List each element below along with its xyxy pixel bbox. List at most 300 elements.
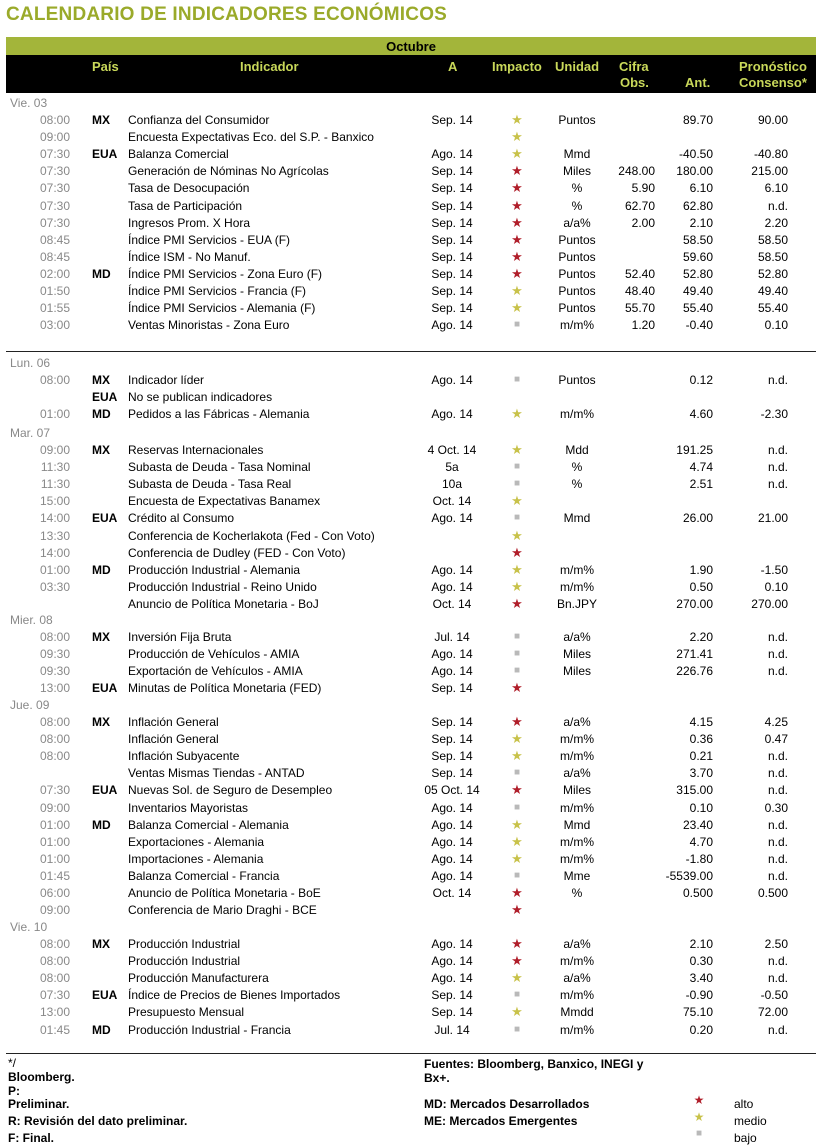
impact-square-icon: ■ <box>513 801 521 813</box>
impact-star-icon: ★ <box>511 561 523 577</box>
previous-cell: 0.50 <box>689 579 713 594</box>
day-label: Mier. 08 <box>10 613 53 627</box>
unit-cell: Puntos <box>558 266 596 281</box>
previous-cell: 0.10 <box>689 800 713 815</box>
impact-star-icon: ★ <box>511 283 523 298</box>
impact-square-icon: ■ <box>513 767 521 779</box>
impact-star-icon: ★ <box>511 833 523 849</box>
indicator-cell: Producción Industrial - Alemania <box>128 562 301 577</box>
footnote-p: P: <box>8 1084 20 1098</box>
indicator-cell: Subasta de Deuda - Tasa Nominal <box>128 460 311 475</box>
time-cell: 11:30 <box>40 477 70 492</box>
impact-square-icon: ■ <box>513 512 521 524</box>
period-cell: Sep. 14 <box>431 681 473 696</box>
day-label: Vie. 03 <box>10 96 48 110</box>
impact-square-icon: ■ <box>513 648 521 660</box>
indicator-cell: Nuevas Sol. de Seguro de Desempleo <box>128 783 333 798</box>
unit-cell: m/m% <box>560 562 594 577</box>
unit-cell: m/m% <box>560 1022 594 1037</box>
country-cell: MX <box>92 715 110 729</box>
unit-cell: m/m% <box>560 318 594 333</box>
impact-star-icon: ★ <box>511 214 523 230</box>
legend-bajo-square-icon: ■ <box>695 1128 703 1139</box>
unit-cell: Mdd <box>565 443 589 457</box>
forecast-cell: n.d. <box>767 373 788 387</box>
forecast-cell: n.d. <box>767 630 788 644</box>
forecast-cell: 0.30 <box>764 800 788 815</box>
indicator-cell: Exportación de Vehículos - AMIA <box>128 664 303 679</box>
period-cell: Sep. 14 <box>431 766 473 781</box>
impact-star-icon: ★ <box>511 970 523 986</box>
unit-cell: m/m% <box>560 834 594 849</box>
day-label: Mar. 07 <box>10 426 51 440</box>
indicator-cell: Encuesta Expectativas Eco. del S.P. - Banxico <box>128 130 374 145</box>
header-ant: Ant. <box>685 75 711 90</box>
indicator-cell: No se publican indicadores <box>128 390 273 405</box>
footnote-preliminar: Preliminar. <box>8 1097 70 1111</box>
forecast-cell: 55.40 <box>757 301 788 316</box>
forecast-cell: n.d. <box>767 460 788 475</box>
period-cell: Sep. 14 <box>431 732 473 747</box>
previous-cell: -0.40 <box>685 318 713 333</box>
period-cell: Sep. 14 <box>431 266 473 281</box>
forecast-cell: n.d. <box>767 817 788 832</box>
period-cell: Sep. 14 <box>431 1005 473 1020</box>
impact-star-icon: ★ <box>511 197 523 213</box>
country-cell: MD <box>92 817 111 832</box>
period-cell: Jul. 14 <box>434 630 470 644</box>
header-impacto: Impacto <box>492 59 542 74</box>
footnote-bloomberg: Bloomberg. <box>8 1070 75 1084</box>
indicator-cell: Producción Industrial - Francia <box>128 1022 291 1037</box>
country-cell: MD <box>92 266 111 281</box>
observed-cell: 1.20 <box>631 318 655 333</box>
time-cell: 08:00 <box>39 732 70 747</box>
observed-cell: 248.00 <box>618 164 655 179</box>
previous-cell: 3.70 <box>689 766 713 781</box>
period-cell: Sep. 14 <box>431 113 473 127</box>
previous-cell: 4.74 <box>689 460 713 475</box>
time-cell: 07:30 <box>39 198 70 213</box>
forecast-cell: 270.00 <box>751 596 788 611</box>
unit-cell: Miles <box>562 783 591 798</box>
indicator-cell: Conferencia de Mario Draghi - BCE <box>128 903 317 918</box>
period-cell: Sep. 14 <box>431 988 473 1003</box>
impact-star-icon: ★ <box>511 493 523 509</box>
forecast-cell: n.d. <box>767 664 788 679</box>
time-cell: 08:00 <box>39 715 70 729</box>
period-cell: Sep. 14 <box>431 284 473 298</box>
unit-cell: m/m% <box>560 954 594 969</box>
indicator-cell: Inversión Fija Bruta <box>128 630 232 644</box>
unit-cell: Miles <box>562 164 591 179</box>
country-cell: EUA <box>92 783 118 798</box>
previous-cell: -0.90 <box>685 988 713 1003</box>
forecast-cell: 58.50 <box>757 232 788 247</box>
country-cell: MD <box>92 562 111 577</box>
legend-alto-star-icon: ★ <box>693 1093 705 1107</box>
period-cell: Ago. 14 <box>431 937 473 951</box>
footnote-revision: R: Revisión del dato preliminar. <box>8 1114 188 1128</box>
unit-cell: m/m% <box>560 579 594 594</box>
forecast-cell: n.d. <box>767 868 788 883</box>
previous-cell: 55.40 <box>682 301 713 316</box>
period-cell: Ago. 14 <box>431 834 473 849</box>
indicator-cell: Inflación Subyacente <box>128 749 240 764</box>
time-cell: 09:30 <box>39 647 70 662</box>
unit-cell: Puntos <box>558 301 596 316</box>
country-cell: MX <box>92 443 110 457</box>
unit-cell: Miles <box>562 647 591 662</box>
previous-cell: 0.21 <box>689 749 713 764</box>
impact-star-icon: ★ <box>511 748 523 764</box>
time-cell: 08:45 <box>39 249 70 264</box>
sources-line1: Fuentes: Bloomberg, Banxico, INEGI y <box>424 1057 644 1071</box>
indicator-cell: Reservas Internacionales <box>128 443 264 457</box>
footer-divider <box>6 1053 816 1054</box>
indicator-cell: Balanza Comercial <box>128 147 229 162</box>
period-cell: Ago. 14 <box>431 954 473 969</box>
indicator-cell: Ventas Mismas Tiendas - ANTAD <box>128 766 305 781</box>
time-cell: 01:45 <box>39 1022 70 1037</box>
indicator-cell: Conferencia de Kocherlakota (Fed - Con Voto) <box>128 528 375 543</box>
unit-cell: Mmd <box>563 147 591 162</box>
impact-star-icon: ★ <box>511 112 523 127</box>
country-cell: MD <box>92 407 111 422</box>
section-divider <box>6 351 816 352</box>
impact-square-icon: ■ <box>513 869 521 881</box>
time-cell: 07:30 <box>39 147 70 162</box>
unit-cell: a/a% <box>563 715 591 729</box>
indicator-cell: Producción Industrial <box>128 954 241 969</box>
indicator-cell: Producción Industrial <box>128 937 241 951</box>
time-cell: 11:30 <box>40 460 70 475</box>
time-cell: 08:00 <box>39 749 70 764</box>
observed-cell: 55.70 <box>624 301 655 316</box>
impact-star-icon: ★ <box>511 544 523 560</box>
period-cell: Ago. 14 <box>431 800 473 815</box>
legend-bajo-label: bajo <box>734 1131 757 1145</box>
indicator-cell: Ventas Minoristas - Zona Euro <box>128 318 290 333</box>
sources-line2: Bx+. <box>424 1071 450 1085</box>
period-cell: Ago. 14 <box>431 373 473 387</box>
observed-cell: 52.40 <box>624 266 655 281</box>
forecast-cell: n.d. <box>767 647 788 662</box>
time-cell: 13:30 <box>39 528 70 543</box>
period-cell: Ago. 14 <box>431 511 473 526</box>
unit-cell: % <box>571 460 583 475</box>
country-cell: MX <box>92 113 110 127</box>
forecast-cell: 0.10 <box>764 579 788 594</box>
indicator-cell: Encuesta de Expectativas Banamex <box>128 494 321 509</box>
impact-square-icon: ■ <box>513 461 521 473</box>
impact-star-icon: ★ <box>511 850 523 866</box>
time-cell: 06:00 <box>39 886 70 900</box>
impact-star-icon: ★ <box>511 731 523 747</box>
forecast-cell: 72.00 <box>757 1005 788 1020</box>
previous-cell: 62.80 <box>682 198 713 213</box>
period-cell: Sep. 14 <box>431 164 473 179</box>
indicator-cell: Indicador líder <box>128 373 205 387</box>
previous-cell: 2.20 <box>689 630 713 644</box>
unit-cell: m/m% <box>560 800 594 815</box>
forecast-cell: 2.20 <box>764 215 788 230</box>
previous-cell: 4.15 <box>689 715 713 729</box>
time-cell: 07:30 <box>39 181 70 196</box>
observed-cell: 2.00 <box>631 215 655 230</box>
country-cell: EUA <box>92 390 118 405</box>
impact-square-icon: ■ <box>513 478 521 490</box>
forecast-cell: -2.30 <box>760 407 788 422</box>
time-cell: 09:00 <box>39 800 70 815</box>
page-title: CALENDARIO DE INDICADORES ECONÓMICOS <box>6 4 448 25</box>
previous-cell: -40.50 <box>678 147 713 162</box>
impact-star-icon: ★ <box>511 146 523 162</box>
indicator-cell: Inventarios Mayoristas <box>128 800 249 815</box>
indicator-cell: Índice PMI Servicios - Zona Euro (F) <box>128 266 323 281</box>
previous-cell: 0.30 <box>689 954 713 969</box>
time-cell: 09:30 <box>39 664 70 679</box>
unit-cell: m/m% <box>560 988 594 1003</box>
unit-cell: Puntos <box>558 249 596 264</box>
previous-cell: 52.80 <box>682 266 713 281</box>
period-cell: Sep. 14 <box>431 715 473 729</box>
period-cell: Jul. 14 <box>434 1022 470 1037</box>
period-cell: Oct. 14 <box>432 886 472 900</box>
previous-cell: 180.00 <box>676 164 713 179</box>
forecast-cell: 58.50 <box>757 249 788 264</box>
period-cell: Ago. 14 <box>431 817 473 832</box>
forecast-cell: n.d. <box>767 766 788 781</box>
impact-star-icon: ★ <box>511 816 523 832</box>
indicator-cell: Subasta de Deuda - Tasa Real <box>128 477 292 492</box>
indicator-cell: Ingresos Prom. X Hora <box>128 215 251 230</box>
previous-cell: 2.10 <box>689 937 713 951</box>
forecast-cell: n.d. <box>767 443 788 457</box>
period-cell: 05 Oct. 14 <box>424 783 480 798</box>
period-cell: Sep. 14 <box>431 181 473 196</box>
impact-star-icon: ★ <box>511 163 523 179</box>
unit-cell: Mmdd <box>560 1005 594 1020</box>
indicator-cell: Índice ISM - No Manuf. <box>128 249 251 264</box>
indicator-cell: Tasa de Participación <box>128 198 243 213</box>
country-cell: EUA <box>92 681 118 696</box>
impact-star-icon: ★ <box>511 265 523 281</box>
forecast-cell: n.d. <box>767 783 788 798</box>
impact-star-icon: ★ <box>511 936 523 951</box>
time-cell: 09:00 <box>39 443 70 457</box>
time-cell: 07:30 <box>39 988 70 1003</box>
header-consenso: Consenso* <box>739 75 807 90</box>
footnote-final: F: Final. <box>8 1131 54 1145</box>
forecast-cell: 21.00 <box>757 511 788 526</box>
time-cell: 08:00 <box>39 373 70 387</box>
forecast-cell: n.d. <box>767 749 788 764</box>
observed-cell: 48.40 <box>624 284 655 298</box>
previous-cell: 75.10 <box>682 1005 713 1020</box>
unit-cell: a/a% <box>563 215 591 230</box>
forecast-cell: -40.80 <box>753 147 788 162</box>
forecast-cell: -0.50 <box>760 988 788 1003</box>
period-cell: Ago. 14 <box>431 664 473 679</box>
impact-star-icon: ★ <box>511 442 523 457</box>
day-label: Jue. 09 <box>10 698 50 712</box>
time-cell: 01:55 <box>39 301 70 316</box>
previous-cell: -5539.00 <box>665 868 713 883</box>
legend-alto-label: alto <box>734 1097 754 1111</box>
time-cell: 02:00 <box>39 266 70 281</box>
country-cell: MX <box>92 937 110 951</box>
indicator-cell: Confianza del Consumidor <box>128 113 270 127</box>
forecast-cell: 52.80 <box>757 266 788 281</box>
impact-square-icon: ■ <box>513 319 521 331</box>
indicator-cell: Índice de Precios de Bienes Importados <box>128 988 341 1003</box>
impact-star-icon: ★ <box>511 902 523 918</box>
period-cell: Sep. 14 <box>431 232 473 247</box>
unit-cell: % <box>571 181 583 196</box>
period-cell: Ago. 14 <box>431 407 473 422</box>
impact-star-icon: ★ <box>511 680 523 696</box>
indicator-cell: Anuncio de Política Monetaria - BoE <box>128 886 321 900</box>
md-note: MD: Mercados Desarrollados <box>424 1097 590 1111</box>
previous-cell: 270.00 <box>676 596 713 611</box>
period-cell: Oct. 14 <box>432 596 472 611</box>
impact-square-icon: ■ <box>513 374 521 385</box>
indicator-cell: Generación de Nóminas No Agrícolas <box>128 164 329 179</box>
time-cell: 01:00 <box>39 407 70 422</box>
forecast-cell: 0.47 <box>764 732 788 747</box>
time-cell: 08:00 <box>39 113 70 127</box>
period-cell: Oct. 14 <box>432 494 472 509</box>
forecast-cell: 2.50 <box>764 937 788 951</box>
indicator-cell: Tasa de Desocupación <box>128 181 250 196</box>
unit-cell: m/m% <box>560 732 594 747</box>
previous-cell: 3.40 <box>689 971 713 986</box>
previous-cell: 49.40 <box>682 284 713 298</box>
previous-cell: 6.10 <box>689 181 713 196</box>
time-cell: 01:00 <box>39 851 70 866</box>
forecast-cell: n.d. <box>767 198 788 213</box>
period-cell: Ago. 14 <box>431 562 473 577</box>
indicator-cell: Índice PMI Servicios - EUA (F) <box>128 232 291 247</box>
time-cell: 07:30 <box>39 783 70 798</box>
day-label: Vie. 10 <box>10 920 48 934</box>
period-cell: Ago. 14 <box>431 318 473 333</box>
country-cell: EUA <box>92 988 118 1003</box>
unit-cell: Mmd <box>563 511 591 526</box>
impact-star-icon: ★ <box>511 782 523 798</box>
time-cell: 15:00 <box>39 494 70 509</box>
unit-cell: m/m% <box>560 749 594 764</box>
previous-cell: 26.00 <box>682 511 713 526</box>
unit-cell: Miles <box>562 664 591 679</box>
previous-cell: 226.76 <box>676 664 713 679</box>
previous-cell: 1.90 <box>689 562 713 577</box>
unit-cell: m/m% <box>560 407 594 422</box>
period-cell: Ago. 14 <box>431 971 473 986</box>
forecast-cell: 49.40 <box>757 284 788 298</box>
impact-star-icon: ★ <box>511 300 523 316</box>
period-cell: Sep. 14 <box>431 749 473 764</box>
impact-star-icon: ★ <box>511 595 523 611</box>
indicator-cell: Pedidos a las Fábricas - Alemania <box>128 407 310 422</box>
previous-cell: 59.60 <box>682 249 713 264</box>
country-cell: MX <box>92 373 110 387</box>
forecast-cell: 0.10 <box>764 318 788 333</box>
legend-medio-label: medio <box>734 1114 767 1128</box>
unit-cell: % <box>571 477 583 492</box>
forecast-cell: 215.00 <box>751 164 788 179</box>
day-label: Lun. 06 <box>10 356 51 370</box>
unit-cell: a/a% <box>563 971 591 986</box>
unit-cell: % <box>571 198 583 213</box>
unit-cell: a/a% <box>563 766 591 781</box>
period-cell: Ago. 14 <box>431 868 473 883</box>
time-cell: 08:00 <box>39 971 70 986</box>
time-cell: 07:30 <box>39 215 70 230</box>
impact-square-icon: ■ <box>513 665 521 677</box>
unit-cell: m/m% <box>560 851 594 866</box>
header-a: A <box>448 59 458 74</box>
impact-star-icon: ★ <box>511 129 523 145</box>
forecast-cell: -1.50 <box>760 562 788 577</box>
period-cell: Ago. 14 <box>431 147 473 162</box>
time-cell: 08:00 <box>39 937 70 951</box>
country-cell: MX <box>92 630 110 644</box>
unit-cell: Puntos <box>558 284 596 298</box>
unit-cell: a/a% <box>563 937 591 951</box>
unit-cell: a/a% <box>563 630 591 644</box>
time-cell: 03:00 <box>39 318 70 333</box>
time-cell: 08:00 <box>39 954 70 969</box>
indicator-cell: Anuncio de Política Monetaria - BoJ <box>128 596 319 611</box>
indicator-cell: Importaciones - Alemania <box>128 851 264 866</box>
forecast-cell: n.d. <box>767 477 788 492</box>
previous-cell: 2.10 <box>689 215 713 230</box>
indicator-cell: Crédito al Consumo <box>128 511 235 526</box>
time-cell: 01:00 <box>39 834 70 849</box>
period-cell: Ago. 14 <box>431 647 473 662</box>
time-cell: 13:00 <box>39 681 70 696</box>
me-note: ME: Mercados Emergentes <box>424 1114 578 1128</box>
indicator-cell: Minutas de Política Monetaria (FED) <box>128 681 322 696</box>
impact-star-icon: ★ <box>511 406 523 422</box>
country-cell: EUA <box>92 147 118 162</box>
time-cell: 01:00 <box>39 817 70 832</box>
time-cell: 08:45 <box>39 232 70 247</box>
indicator-cell: Conferencia de Dudley (FED - Con Voto) <box>128 545 346 560</box>
impact-star-icon: ★ <box>511 714 523 729</box>
previous-cell: 23.40 <box>682 817 713 832</box>
previous-cell: -1.80 <box>685 851 713 866</box>
impact-star-icon: ★ <box>511 578 523 594</box>
indicator-cell: Inflación General <box>128 732 219 747</box>
previous-cell: 191.25 <box>676 443 713 457</box>
unit-cell: Mmd <box>563 817 591 832</box>
forecast-cell: 4.25 <box>764 715 788 729</box>
forecast-cell: n.d. <box>767 851 788 866</box>
indicator-cell: Producción de Vehículos - AMIA <box>128 647 300 662</box>
previous-cell: 315.00 <box>676 783 713 798</box>
previous-cell: 0.20 <box>689 1022 713 1037</box>
indicator-cell: Producción Industrial - Reino Unido <box>128 579 317 594</box>
forecast-cell: 6.10 <box>764 181 788 196</box>
time-cell: 08:00 <box>39 630 70 644</box>
impact-star-icon: ★ <box>511 231 523 247</box>
time-cell: 13:00 <box>39 1005 70 1020</box>
forecast-cell: 90.00 <box>757 113 788 127</box>
unit-cell: Puntos <box>558 373 596 387</box>
